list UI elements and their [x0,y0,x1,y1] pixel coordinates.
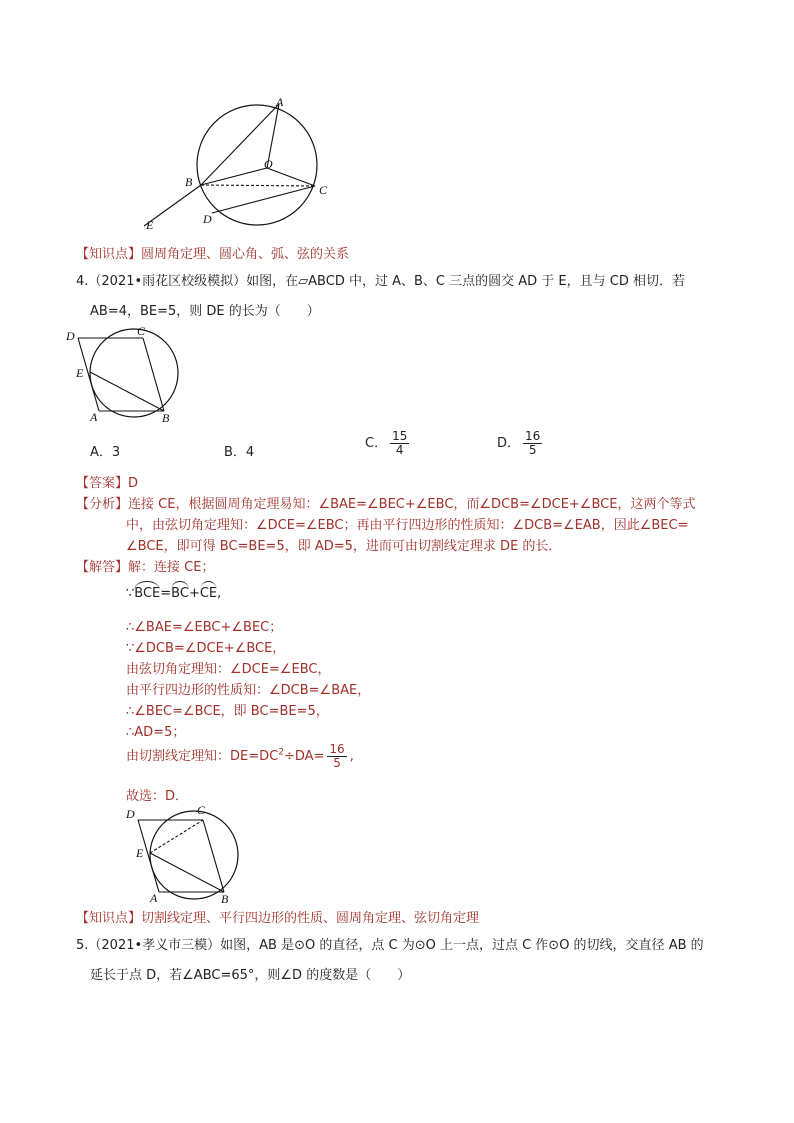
svg-text:C: C [137,324,146,338]
option-c: C． $\frac{15}{4}$ [365,429,408,457]
svg-text:B: B [221,892,229,906]
option-a: A．3 [90,445,121,460]
figure-parallelogram-circle-2 [120,800,244,906]
svg-text:A: A [90,410,98,424]
point-o: O [264,157,273,171]
analysis: 【分析】连接 CE，根据圆周角定理易知：∠BAE=∠BEC+∠EBC，而∠DCB=∠DCE+∠BCE，这两个等式 [76,497,696,512]
point-b: B [185,175,193,189]
knowledge-point-2: 【知识点】切割线定理、平行四边形的性质、圆周角定理、弦切角定理 [76,911,480,926]
option-d: D． $\frac{16}{5}$ [497,429,541,457]
svg-text:D: D [66,329,75,343]
solution-arc-line: ∵BCE=BC+CE, [126,586,222,601]
svg-text:E: E [136,846,144,860]
solution-secant: 由切割线定理知：$DE=DC^2\div DA=$ $\frac{16}{5}$ , [126,742,354,770]
figure-circle-abcdoe [130,92,340,240]
question-4-line1: 4.（2021•雨花区校级模拟）如图，在▱ABCD 中，过 A、B、C 三点的圆交 AD 于 E，且与 CD 相切．若 [76,274,685,289]
svg-text:B: B [162,411,170,425]
knowledge-point-1: 【知识点】圆周角定理、圆心角、弧、弦的关系 [76,247,350,262]
figure-parallelogram-circle [62,322,186,426]
point-d: D [203,212,212,226]
solution: 【解答】解：连接 CE； [76,560,215,575]
svg-text:A: A [150,891,158,905]
question-4-line2: AB=4，BE=5，则 DE 的长为（ ） [90,304,320,319]
circle-o [197,105,317,225]
option-b: B．4 [224,445,255,460]
point-a: A [276,95,284,109]
question-5-line2: 延长于点 D，若∠ABC=65°，则∠D 的度数是（ ） [90,968,411,983]
question-5-line1: 5.（2021•孝义市三模）如图，AB 是⊙O 的直径，点 C 为⊙O 上一点，过点 C 作⊙O 的切线，交直径 AB 的 [76,938,704,953]
svg-text:C: C [197,803,206,817]
knowledge-label: 【知识点】 [76,247,142,262]
svg-text:D: D [126,807,135,821]
svg-text:E: E [76,366,84,380]
answer: 【答案】D [76,476,139,491]
point-e: E [146,218,154,232]
point-c: C [319,183,328,197]
